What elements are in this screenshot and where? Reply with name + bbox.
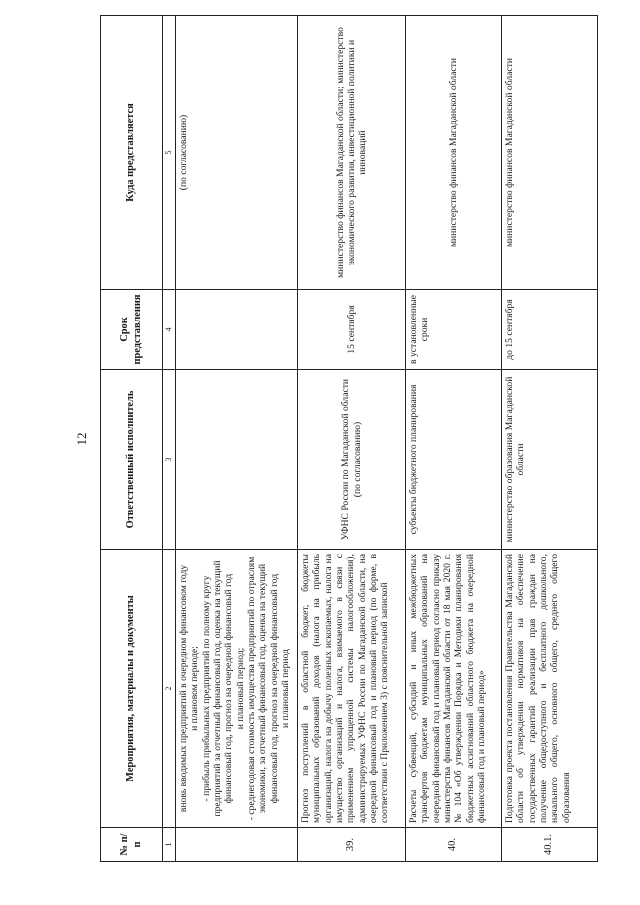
text-line: и плановый период; — [234, 647, 246, 730]
text-line: и плановый период — [279, 649, 291, 728]
text-line: вновь вводимых предприятий в очередном финансовом году — [178, 564, 189, 813]
table-row — [298, 16, 406, 862]
row-measures: Прогноз поступлений в областной бюджет, бюджеты муниципальных образований доходов (налога на прибыль организаций, налога на добычу полезных ископаемых, налога на имущество организаций и налога, взимаемого в связи с применением упрощенной системы налогообложения), администрируемых УФНС России по Магаданской области, на очередной финансовый год и плановый период (по форме, в соответствии с Приложением 3) с пояснительной запиской — [298, 550, 406, 828]
header-row — [101, 16, 163, 862]
header-num: № п/п — [101, 828, 163, 862]
row-deadline: до 15 сентября — [502, 290, 598, 370]
text-line: финансовый год, прогноз на очередной финансовый год — [268, 573, 280, 804]
header-executor: Ответственный исполнитель — [101, 370, 163, 550]
page-number: 12 — [74, 432, 89, 446]
row-measures: Подготовка проекта постановления Правительства Магаданской области об утверждении нормативов на обеспечение государственных гарантий реализации прав граждан на получение общедоступного и бесплатного дошкольного, начального общего, основного общего, среднего общего образования — [502, 550, 598, 828]
row-num: 40.1. — [502, 828, 598, 862]
row-deadline: 15 сентября — [298, 290, 406, 370]
row-recipient: министерство финансов Магаданской области — [406, 16, 502, 290]
row-measures: Расчеты субвенций, субсидий и иных межбюджетных трансфертов бюджетам муниципальных образований на очередной финансовый год и плановый период согласно приказу министерства финансов Магаданской области от 18 мая 2020 г. № 104 «Об утверждении Порядка и Методики планирования бюджетных ассигнований областного бюджета на очередной финансовый год и плановый период» — [406, 550, 502, 828]
row-executor: УФНС России по Магаданской области (по согласованию) — [298, 370, 406, 550]
row-num — [176, 828, 298, 862]
measures-table — [100, 15, 598, 862]
row-deadline: в установленные сроки — [406, 290, 502, 370]
row-executor — [176, 370, 298, 550]
text-line: экономики, за отчетный финансовый год, оценка на текущий — [257, 563, 269, 814]
header-recipient: Куда представляется — [101, 16, 163, 290]
table-row — [502, 16, 598, 862]
row-deadline — [176, 290, 298, 370]
column-index-row — [163, 16, 176, 862]
text-line: и плановом периоде; — [189, 646, 201, 731]
column-index: 2 — [163, 550, 176, 828]
table-row — [406, 16, 502, 862]
row-recipient: министерство финансов Магаданской области; министерство экономического развития, инвестиционной политики и инноваций — [298, 16, 406, 290]
text-line: - прибыль прибыльных предприятий по полному кругу — [200, 575, 212, 802]
rotated-page — [36, 16, 596, 862]
row-recipient: министерство финансов Магаданской области — [502, 16, 598, 290]
row-recipient: (по согласованию) — [176, 16, 298, 290]
row-measures — [176, 550, 298, 828]
header-measures: Мероприятия, материалы и документы — [101, 550, 163, 828]
row-num: 39. — [298, 828, 406, 862]
row-executor: министерство образования Магаданской области — [502, 370, 598, 550]
header-deadline: Срок представления — [101, 290, 163, 370]
table-row-continued — [176, 16, 298, 862]
column-index: 3 — [163, 370, 176, 550]
text-line: предприятий за отчетный финансовый год, оценка на текущий — [211, 560, 223, 817]
text-line: финансовый год, прогноз на очередной финансовый год — [223, 573, 235, 804]
column-index: 5 — [163, 16, 176, 290]
column-index: 1 — [163, 828, 176, 862]
text-line: - среднегодовая стоимость имущества предприятий по отраслям — [245, 556, 257, 821]
row-num: 40. — [406, 828, 502, 862]
row-executor: субъекты бюджетного планирования — [406, 370, 502, 550]
column-index: 4 — [163, 290, 176, 370]
